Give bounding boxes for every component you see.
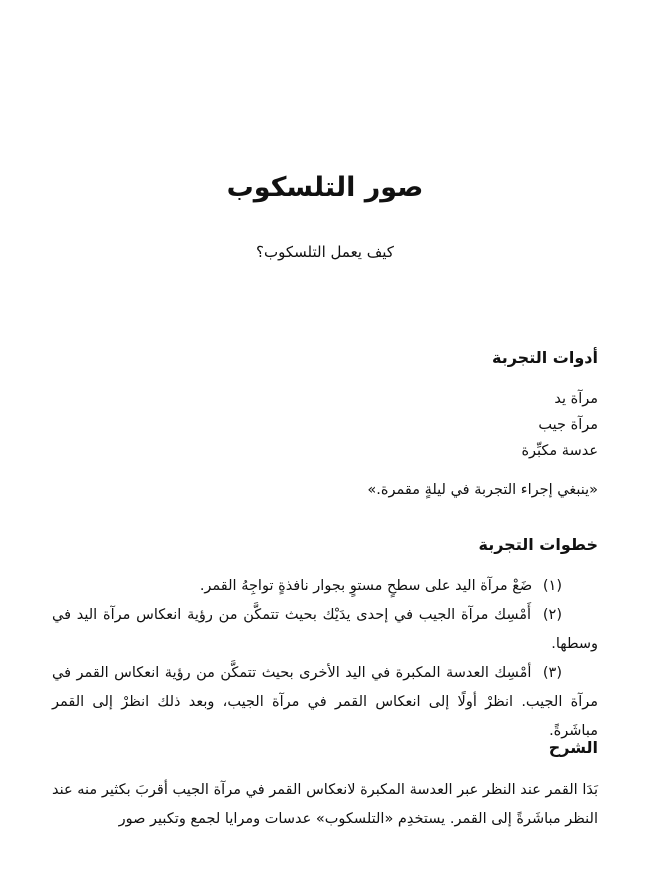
step-number: (٢) — [542, 607, 562, 623]
tool-item: عدسة مكبِّرة — [521, 443, 598, 459]
explanation-heading: الشرح — [548, 738, 598, 757]
step-item — [52, 659, 598, 746]
tool-item: مرآة يد — [554, 391, 598, 407]
step-text: أمْسِك العدسة المكبرة في اليد الأخرى بحيث تتمكَّن من رؤية انعكاس القمر في مرآة الجيب. انظرْ أولًا إلى انعكاس القمر في مرآة الجيب، وبعد ذلك انظرْ إلى القمر مباشَرةً. — [52, 665, 598, 739]
steps-list — [52, 572, 598, 746]
tools-list — [521, 386, 598, 464]
step-item — [52, 572, 598, 601]
tool-item: مرآة جيب — [538, 417, 598, 433]
steps-heading: خطوات التجربة — [478, 535, 598, 554]
step-item — [52, 601, 598, 659]
step-text: أَمْسِك مرآة الجيب في إحدى يدَيْك بحيث تتمكَّن من رؤية انعكاس مرآة اليد في وسطها. — [52, 607, 598, 652]
explanation-text: بَدَا القمر عند النظر عبر العدسة المكبرة لانعكاس القمر في مرآة الجيب أقربَ بكثير منه عند النظر مباشَرةً إلى القمر. يستخدِم «التلسكوب» عدسات ومرايا لجمع وتكبير صور — [52, 782, 598, 827]
tools-heading: أدوات التجربة — [492, 348, 598, 367]
page-subtitle: كيف يعمل التلسكوب؟ — [256, 243, 394, 261]
experiment-note: «ينبغي إجراء التجربة في ليلةٍ مقمرة.» — [367, 482, 598, 498]
step-text: ضَعْ مرآة اليد على سطحٍ مستوٍ بجوار نافذةٍ تواجِهُ القمر. — [199, 578, 533, 594]
page-title: صور التلسكوب — [226, 172, 424, 203]
step-number: (١) — [542, 578, 562, 594]
step-number: (٣) — [542, 665, 562, 681]
